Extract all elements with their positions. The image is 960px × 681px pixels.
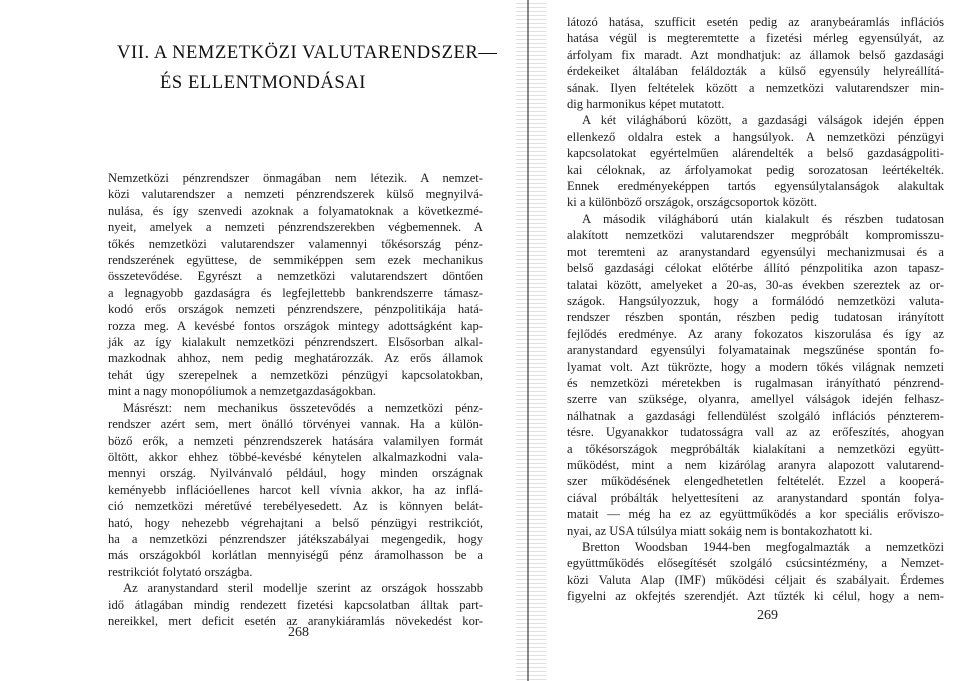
text-line: ható, hogy nehezebb végrehajtani a belső pénzügyi restrikciót,: [108, 515, 483, 530]
text-line: dig harmonikus képet mutatott.: [567, 97, 725, 112]
text-line: tehát úgy szerepelnek a nemzetközi pénzügyi kapcsolatokban,: [108, 367, 483, 382]
text-line: matait — még ha ez az együttműködés a kor speciális erőviszo-: [567, 507, 944, 522]
text-line: a tőkésországok megpróbálták kialakítani a nemzetközi együtt-: [567, 441, 944, 456]
page-number-right: 269: [757, 608, 778, 623]
text-line: ció nemzetközi méretűvé terebélyesedett. Az is könnyen belát-: [108, 499, 483, 514]
text-line: működést, mint a nem kizárólag aranyra alapozott valutarend-: [567, 457, 944, 472]
text-line: Bretton Woodsban 1944-ben megfogalmazták a nemzetközi: [582, 540, 944, 554]
text-line: A második világháború után kialakult és részben tudatosan: [582, 211, 944, 226]
text-line: rendszer részben spontán, részben pedig tudatosan irányított: [567, 310, 944, 325]
text-line: nálhatnak a gazdasági fellendülést szolgáló inflációs pénzterem-: [567, 408, 944, 423]
chapter-title-line-2: ÉS ELLENTMONDÁSAI: [160, 73, 366, 93]
text-line: talatai között, amelyeket a 20-as, 30-as években szereztek az or-: [567, 277, 944, 292]
text-line: nyeit, amelyek a nemzeti pénzrendszerekben végbemennek. A: [108, 220, 483, 235]
text-line: ki a különböző országok, országcsoportok között.: [567, 195, 818, 210]
text-line: ciával próbálták helyettesíteni az aranystandard spontán folya-: [567, 490, 944, 505]
text-line: nulása, és így szenvedi azoknak a folyamatoknak a következmé-: [108, 203, 483, 218]
text-line: mazkodnak ahhoz, nem pedig meghatározzák. Az erős államok: [108, 351, 483, 366]
text-line: közi valutarendszer a nemzeti pénzrendszerek külső megnyilvá-: [108, 187, 483, 202]
text-line: A két világháború között, a gazdasági válságok idején éppen: [582, 113, 944, 128]
text-line: ellenkező oldalra estek a hangsúlyok. A nemzetközi pénzügyi: [567, 129, 944, 144]
chapter-title: [117, 38, 507, 98]
text-line: szerre van szüksége, olyanra, amellyel válságok idején felhasz-: [567, 392, 944, 407]
text-line: rendszerének együttese, de semmiképpen sem ezek mechanikus: [108, 253, 483, 268]
text-line: más országokból korlátlan mennyiségű pénz áramolhasson be a: [108, 548, 483, 563]
text-line: tőkés nemzetközi valutarendszer valamennyi tőkésország pénz-: [108, 236, 483, 251]
text-line: hatása végül is megteremtette a fizetési mérleg egyensúlyát, az: [567, 31, 944, 46]
text-line: látozó hatása, szufficit esetén pedig az aranybeáramlás inflációs: [567, 15, 944, 29]
text-line: idő átlagában mindig rendezett fizetési kapcsolatban álltak part-: [108, 597, 483, 612]
text-line: kai céloknak, az árfolyamokat pedig sorozatosan leértékelték.: [567, 162, 944, 177]
text-line: összetevődése. Egyrészt a nemzetközi valutarendszert döntően: [108, 269, 483, 284]
text-line: aranystandard egyensúlyi folyamatainak megszűnése spontán fo-: [567, 343, 944, 358]
right-body-text: [567, 14, 944, 605]
text-line: tésre. Ugyanakkor tudatosságra vall az az erőfeszítés, ahogyan: [567, 425, 944, 440]
text-line: restrikciót folytató országba.: [108, 564, 253, 579]
text-line: alakított nemzetközi valutarendszer megpróbált kompromisszu-: [567, 228, 944, 243]
text-line: Az aranystandard steril modellje szerint az országok hosszabb: [123, 581, 483, 596]
text-line: ják az így kialakult nemzetközi pénzrendszert. Elsősorban alkal-: [108, 335, 483, 350]
text-line: keményebb inflációellenes harcot kell vívnia akkor, ha az inflá-: [108, 482, 483, 497]
text-line: a legnagyobb gazdaságra és legfejlettebb bankrendszerre támasz-: [108, 285, 483, 300]
text-line: nereikkel, mert deficit esetén az aranykiáramlás növekedést kor-: [108, 613, 483, 628]
chapter-title-line-1: VII. A NEMZETKÖZI VALUTARENDSZER—: [117, 43, 498, 63]
text-line: öltött, akkor ehhez többé-kevésbé kénytelen alkalmazkodni vala-: [108, 449, 483, 464]
text-line: fejlődés eredménye. Az arany fokozatos kiszorulása és így az: [567, 326, 944, 341]
left-body-text: [108, 170, 483, 629]
text-line: mennyi ország. Nyilvánvaló például, hogy minden országnak: [108, 466, 483, 481]
text-line: szer működésének elengedhetetlen feltételét. Ezzel a kooperá-: [567, 474, 944, 489]
text-line: mot teremteni az aranystandard egyensúlyi mechanizmusai és a: [567, 244, 944, 259]
text-line: lyamat volt. Azt tükrözte, hogy a modern tőkés világnak nemzeti: [567, 359, 944, 374]
text-line: nyai, az USA túlsúlya miatt sokáig nem is bontakozhatott ki.: [567, 523, 873, 538]
text-line: szágok. Hangsúlyozzuk, hogy a formálódó nemzetközi valuta-: [567, 293, 944, 308]
text-line: figyelni az okfejtés szerendjét. Azt tűzték ki célul, hogy a nem-: [567, 589, 944, 604]
text-line: együttműködés elősegítését szolgáló csúcsintézmény, a Nemzet-: [567, 556, 944, 571]
text-line: Nemzetközi pénzrendszer önmagában nem létezik. A nemzet-: [108, 171, 483, 185]
text-line: rendszer azért sem, mert önálló törvényei vannak. Ha a külön-: [108, 417, 483, 432]
text-line: árfolyam fix maradt. Azt mondhatjuk: az államok belső gazdasági: [567, 47, 944, 62]
text-line: kapcsolatokat egyértelműen alárendelték a belső gazdaságpoliti-: [567, 146, 944, 161]
text-line: sának. Ilyen feltételek között a nemzetközi valutarendszer min-: [567, 80, 944, 95]
text-line: rozza meg. A kevésbé fontos országok mintegy adottságként kap-: [108, 318, 483, 333]
text-line: kodó erős országok nemzeti pénzrendszere, pénzpolitikája hatá-: [108, 302, 483, 317]
right-page: [528, 0, 960, 681]
text-line: érdekeiket általában feláldozták a külső egyensúly helyreállítá-: [567, 64, 944, 79]
text-line: ha a nemzetközi pénzrendszer játékszabályai megengedik, hogy: [108, 531, 483, 546]
text-line: Ennek eredményeképpen tartós egyensúlytalanságok alakultak: [567, 179, 944, 194]
text-line: mint a nagy monopóliumok a nemzetgazdaságokban.: [108, 384, 376, 399]
text-line: Másrészt: nem mechanikus összetevődés a nemzetközi pénz-: [123, 400, 483, 415]
text-line: közi Valuta Alap (IMF) működési céljait és szabályait. Érdemes: [567, 572, 944, 587]
text-line: belső gazdasági célokat előtérbe állító pénzpolitika azon tapasz-: [567, 261, 944, 276]
text-line: böző erők, a nemzeti pénzrendszerek hatására valamilyen formát: [108, 433, 483, 448]
page-number-left: 268: [288, 625, 309, 640]
text-line: és nemzetközi méretekben is rugalmasan irányítható pénzrend-: [567, 375, 944, 390]
